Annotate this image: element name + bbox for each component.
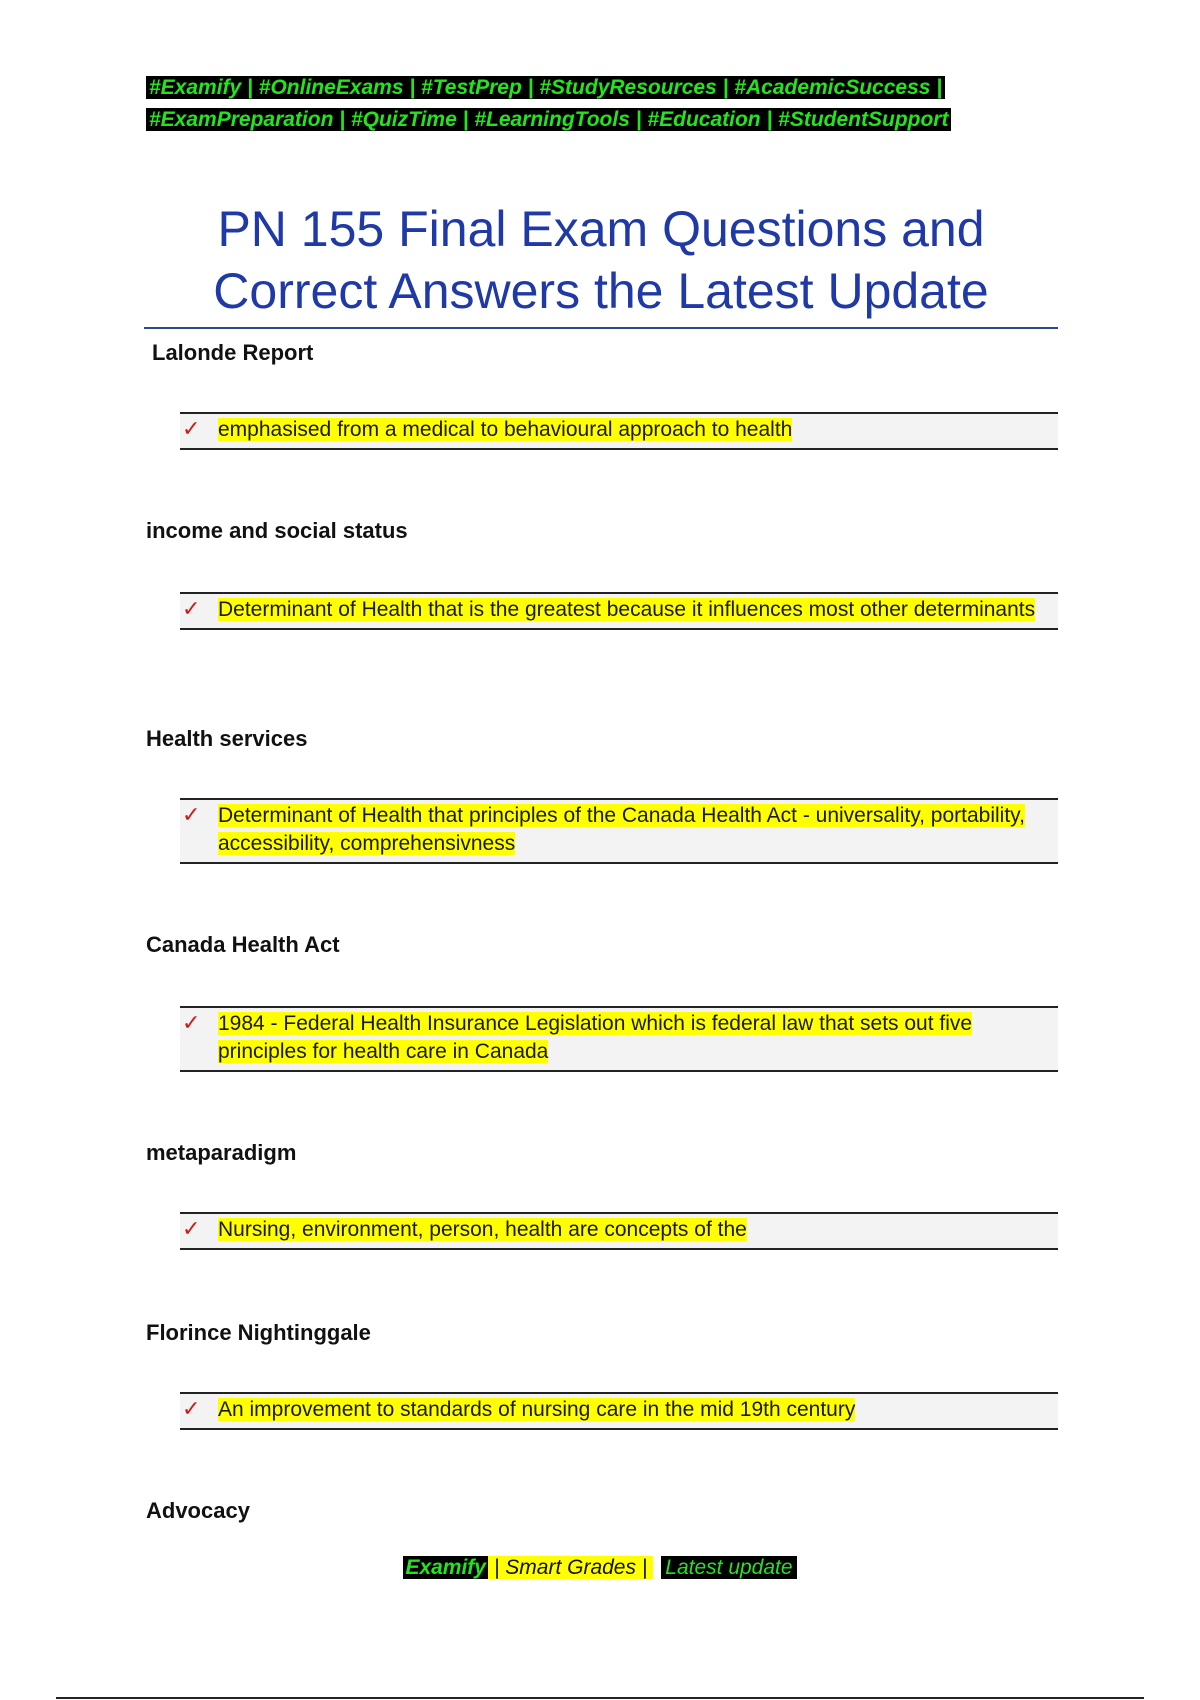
checkmark-icon: ✓ bbox=[182, 416, 201, 441]
answer-box bbox=[180, 1212, 1058, 1250]
question-label: Lalonde Report bbox=[152, 340, 314, 365]
checkmark-icon: ✓ bbox=[182, 596, 201, 621]
title-line-1: PN 155 Final Exam Questions and bbox=[217, 201, 985, 257]
footer-branding bbox=[0, 1554, 1200, 1582]
answer-box bbox=[180, 1006, 1058, 1072]
answer-text: Determinant of Health that principles of the Canada Health Act - universality, portability, accessibility, comprehensivness bbox=[218, 804, 1025, 855]
footer-latest: Latest update bbox=[661, 1556, 796, 1579]
answer-box bbox=[180, 798, 1058, 864]
question-label: Florince Nightinggale bbox=[146, 1320, 371, 1345]
question-label: income and social status bbox=[146, 518, 408, 543]
checkmark-icon: ✓ bbox=[182, 802, 201, 827]
question-label: Health services bbox=[146, 726, 308, 751]
answer-text: emphasised from a medical to behavioural approach to health bbox=[218, 418, 793, 441]
answer-text: An improvement to standards of nursing care in the mid 19th century bbox=[218, 1398, 856, 1421]
question-label: Advocacy bbox=[146, 1498, 250, 1523]
footer-middle: | Smart Grades | bbox=[488, 1556, 653, 1579]
answer-box bbox=[180, 412, 1058, 450]
answer-text: Determinant of Health that is the greatest because it influences most other determinants bbox=[218, 598, 1036, 621]
page-title bbox=[144, 198, 1058, 322]
footer-brand: Examify bbox=[405, 1556, 486, 1579]
title-line-2: Correct Answers the Latest Update bbox=[213, 263, 989, 319]
checkmark-icon: ✓ bbox=[182, 1396, 201, 1421]
hashtag-line-2: #ExamPreparation | #QuizTime | #LearningTools | #Education | #StudentSupport bbox=[146, 108, 951, 131]
hashtag-banner bbox=[146, 72, 1054, 136]
question-label: Canada Health Act bbox=[146, 932, 340, 957]
answer-box bbox=[180, 592, 1058, 630]
hashtag-line-1: #Examify | #OnlineExams | #TestPrep | #StudyResources | #AcademicSuccess | bbox=[146, 76, 945, 99]
answer-text: 1984 - Federal Health Insurance Legislation which is federal law that sets out five principles for health care in Canada bbox=[218, 1012, 973, 1063]
bottom-divider bbox=[56, 1697, 1144, 1699]
answer-text: Nursing, environment, person, health are concepts of the bbox=[218, 1218, 747, 1241]
checkmark-icon: ✓ bbox=[182, 1010, 201, 1035]
question-label: metaparadigm bbox=[146, 1140, 297, 1165]
title-divider bbox=[144, 327, 1058, 329]
answer-box bbox=[180, 1392, 1058, 1430]
checkmark-icon: ✓ bbox=[182, 1216, 201, 1241]
